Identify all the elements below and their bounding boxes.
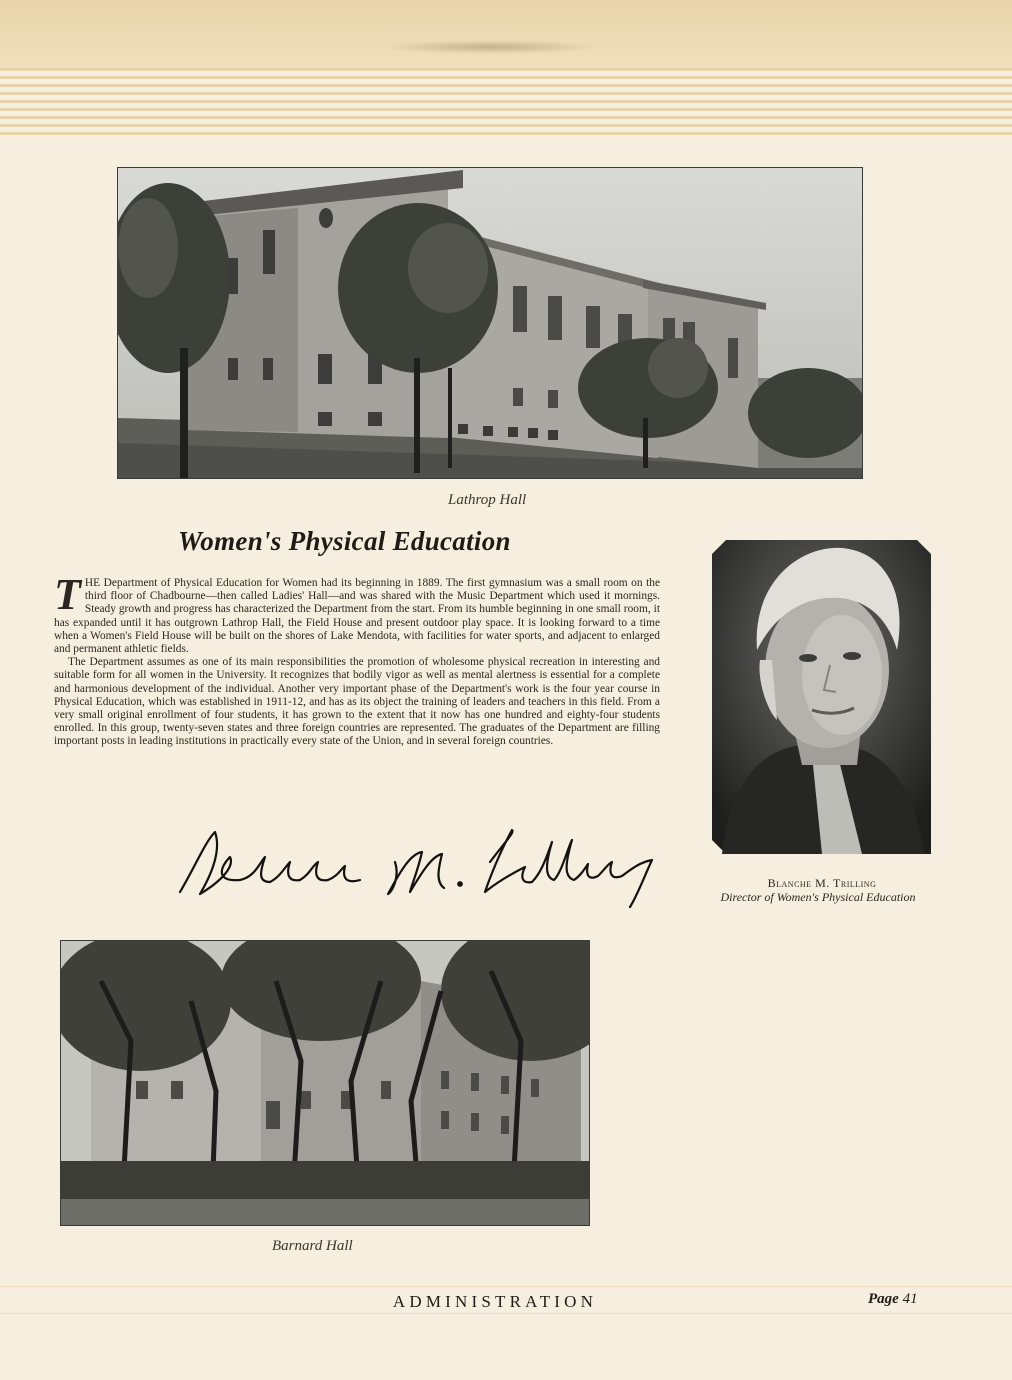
- footer-rule-top: [0, 1286, 1012, 1287]
- portrait-illustration: [712, 540, 931, 854]
- portrait-title: Director of Women's Physical Education: [720, 890, 916, 904]
- page-number: [868, 1291, 918, 1308]
- page-word: Page: [868, 1291, 899, 1307]
- header-band: [0, 0, 1012, 68]
- drop-cap: T: [54, 570, 81, 619]
- article-title: Women's Physical Education: [178, 526, 511, 556]
- barnard-hall-caption: Barnard Hall: [272, 1238, 353, 1254]
- article-paragraph-1-text: HE Department of Physical Education for Women had its beginning in 1889. The first gymnasium was a small room on the third floor of Chadbourne—then called Ladies' Hall—and was shared with the Music Department which used it mornings. Steady growth and progress has characterized the Department from the start. From its humble beginning in one small room, it has expanded until it has outgrown Lathrop Hall, the Field House and present outdoor play space. It is looking forward to a time when a Women's Field House will be built on the shores of Lake Mendota, with facilities for water sports, and adjacent to enlarged and permanent athletic fields.: [54, 577, 660, 656]
- footer-rule-bottom: [0, 1313, 1012, 1314]
- lathrop-hall-photo: [117, 167, 863, 479]
- article-paragraph-2: The Department assumes as one of its main responsibilities the promotion of wholesome physical recreation in interesting and suitable form for all women in the University. It recognizes that bodily vigor as well as mental alertness is essential for a complete and harmonious development of the individual. Another very important phase of the Department's work is the four year course in Physical Education, which was established in 1911-12, and has as its object the training of leaders and teachers in this field. From a very small original enrollment of four students, it has grown to the extent that it now has one hundred and eighty-four students enrolled. In this group, twenty-seven states and three foreign countries are represented. The graduates of the Department are filling important posts in leading institutions in practically every state of the Union, and in several foreign countries.: [54, 656, 660, 748]
- header-smudge: [380, 40, 600, 54]
- lathrop-hall-caption: Lathrop Hall: [448, 492, 527, 508]
- article-paragraph-1: [54, 570, 660, 656]
- article-body: [54, 570, 660, 749]
- portrait-photo: [712, 540, 931, 854]
- lathrop-hall-illustration: [118, 168, 862, 478]
- portrait-name: Blanche M. Trilling: [767, 876, 877, 890]
- barnard-hall-photo: [60, 940, 590, 1226]
- handwritten-signature: [160, 822, 670, 912]
- header-stripes: [0, 68, 1012, 136]
- barnard-hall-illustration: [61, 941, 589, 1225]
- page-number-value: 41: [902, 1291, 918, 1307]
- footer-section-label: ADMINISTRATION: [392, 1292, 598, 1311]
